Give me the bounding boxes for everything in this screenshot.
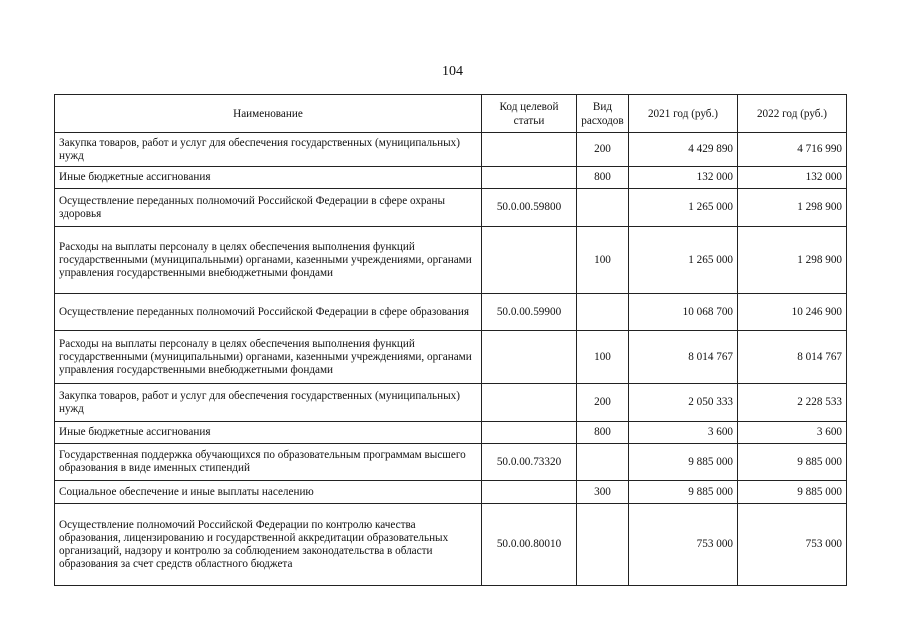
header-code: Код целевой статьи — [482, 95, 577, 133]
row-name: Осуществление переданных полномочий Российской Федерации в сфере охраны здоровья — [55, 189, 482, 227]
row-2022: 10 246 900 — [738, 294, 847, 331]
budget-table — [54, 94, 847, 586]
row-code — [482, 384, 577, 422]
row-2022: 132 000 — [738, 167, 847, 189]
row-code — [482, 331, 577, 384]
row-code: 50.0.00.80010 — [482, 504, 577, 586]
row-2021: 9 885 000 — [629, 481, 738, 504]
row-type — [577, 444, 629, 481]
row-2021: 9 885 000 — [629, 444, 738, 481]
header-2021: 2021 год (руб.) — [629, 95, 738, 133]
row-code: 50.0.00.59900 — [482, 294, 577, 331]
row-name: Иные бюджетные ассигнования — [55, 167, 482, 189]
row-code — [482, 422, 577, 444]
row-2021: 753 000 — [629, 504, 738, 586]
table-row — [55, 504, 847, 586]
row-2022: 3 600 — [738, 422, 847, 444]
row-name: Государственная поддержка обучающихся по образовательным программам высшего образования в виде именных стипендий — [55, 444, 482, 481]
row-2021: 1 265 000 — [629, 227, 738, 294]
row-2021: 132 000 — [629, 167, 738, 189]
row-type — [577, 294, 629, 331]
row-code — [482, 167, 577, 189]
row-2022: 753 000 — [738, 504, 847, 586]
table-row — [55, 384, 847, 422]
table-header-row — [55, 95, 847, 133]
row-code — [482, 227, 577, 294]
row-2022: 9 885 000 — [738, 444, 847, 481]
row-2022: 1 298 900 — [738, 227, 847, 294]
table-row — [55, 422, 847, 444]
row-2022: 1 298 900 — [738, 189, 847, 227]
table-row — [55, 481, 847, 504]
row-name: Расходы на выплаты персоналу в целях обеспечения выполнения функций государственными (муниципальными) органами, казенными учреждениями, органами управления государственными внебюджетными фондами — [55, 331, 482, 384]
row-type: 100 — [577, 331, 629, 384]
table-row — [55, 189, 847, 227]
table-row — [55, 133, 847, 167]
table-row — [55, 294, 847, 331]
row-2022: 8 014 767 — [738, 331, 847, 384]
row-2021: 8 014 767 — [629, 331, 738, 384]
row-code — [482, 481, 577, 504]
row-name: Расходы на выплаты персоналу в целях обеспечения выполнения функций государственными (муниципальными) органами, казенными учреждениями, органами управления государственными внебюджетными фондами — [55, 227, 482, 294]
row-type — [577, 504, 629, 586]
row-type: 300 — [577, 481, 629, 504]
row-name: Закупка товаров, работ и услуг для обеспечения государственных (муниципальных) нужд — [55, 133, 482, 167]
header-name: Наименование — [55, 95, 482, 133]
row-type: 200 — [577, 133, 629, 167]
row-type: 800 — [577, 167, 629, 189]
row-2021: 1 265 000 — [629, 189, 738, 227]
row-2021: 2 050 333 — [629, 384, 738, 422]
table-row — [55, 331, 847, 384]
row-type: 100 — [577, 227, 629, 294]
row-code — [482, 133, 577, 167]
row-name: Иные бюджетные ассигнования — [55, 422, 482, 444]
row-code: 50.0.00.59800 — [482, 189, 577, 227]
row-name: Социальное обеспечение и иные выплаты населению — [55, 481, 482, 504]
row-type: 800 — [577, 422, 629, 444]
row-2022: 2 228 533 — [738, 384, 847, 422]
row-2021: 3 600 — [629, 422, 738, 444]
header-2022: 2022 год (руб.) — [738, 95, 847, 133]
row-name: Закупка товаров, работ и услуг для обеспечения государственных (муниципальных) нужд — [55, 384, 482, 422]
table-row — [55, 227, 847, 294]
row-type — [577, 189, 629, 227]
row-2021: 4 429 890 — [629, 133, 738, 167]
row-type: 200 — [577, 384, 629, 422]
row-code: 50.0.00.73320 — [482, 444, 577, 481]
row-2022: 9 885 000 — [738, 481, 847, 504]
row-name: Осуществление переданных полномочий Российской Федерации в сфере образования — [55, 294, 482, 331]
row-name: Осуществление полномочий Российской Федерации по контролю качества образования, лицензированию и государственной аккредитации образовательных организаций, надзору и контролю за соблюдением законодательства в области образования за счет средств областного бюджета — [55, 504, 482, 586]
table-row — [55, 167, 847, 189]
table-row — [55, 444, 847, 481]
row-2021: 10 068 700 — [629, 294, 738, 331]
row-2022: 4 716 990 — [738, 133, 847, 167]
page-number: 104 — [442, 64, 463, 79]
header-type: Вид расходов — [577, 95, 629, 133]
